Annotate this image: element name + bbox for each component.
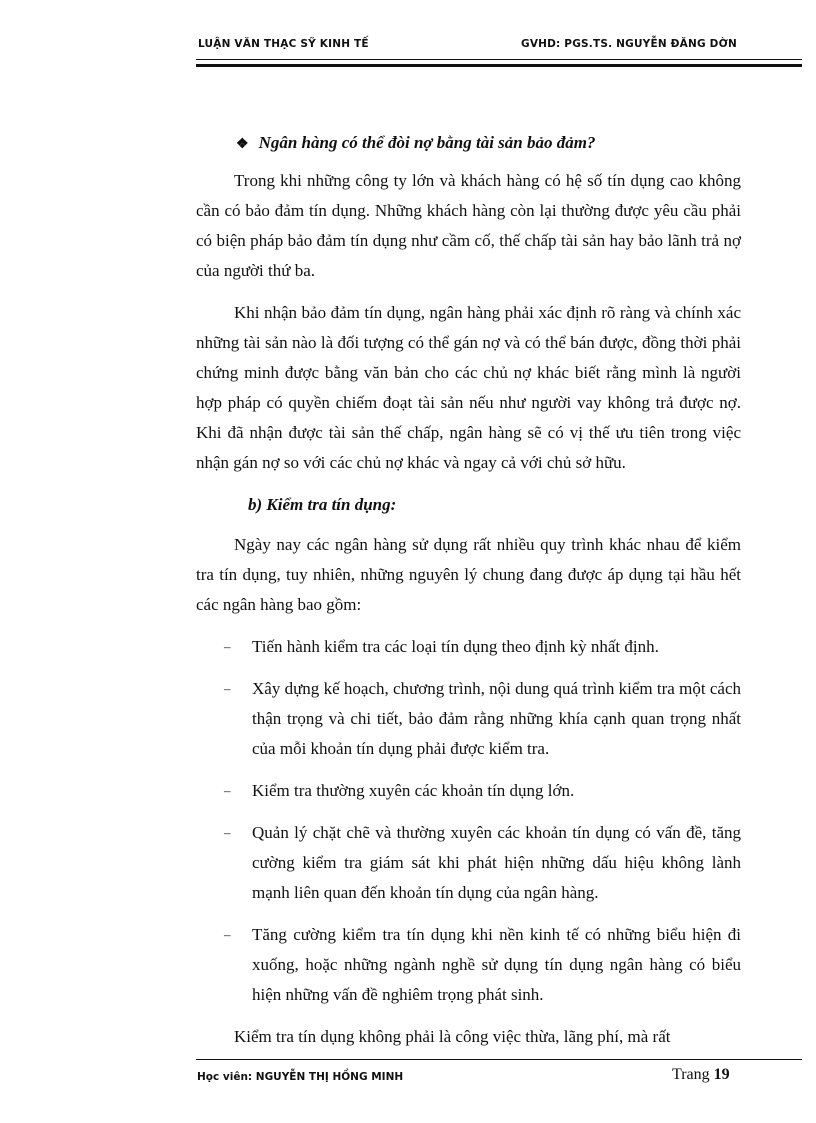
subsection-heading: b) Kiểm tra tín dụng: bbox=[248, 495, 397, 514]
footer-student: Học viên: NGUYỄN THỊ HỒNG MINH bbox=[197, 1071, 404, 1083]
list-item bbox=[196, 920, 741, 1010]
closing-paragraph: Kiểm tra tín dụng không phải là công việc thừa, lãng phí, mà rất bbox=[234, 1027, 671, 1046]
page-number: 19 bbox=[713, 1066, 730, 1083]
dash-marker: – bbox=[224, 825, 231, 840]
header-rule-thin bbox=[196, 59, 802, 60]
footer-rule bbox=[196, 1059, 802, 1060]
list-item-text: Tiến hành kiểm tra các loại tín dụng theo định kỳ nhất định. bbox=[252, 637, 659, 656]
page-label: Trang bbox=[672, 1066, 710, 1083]
page-body bbox=[196, 128, 741, 1052]
page-number-block bbox=[672, 1066, 730, 1084]
diamond-bullet-icon: ❖ bbox=[236, 137, 249, 152]
dash-marker: – bbox=[224, 681, 231, 696]
section-heading-text: Ngân hàng có thể đòi nợ bằng tài sản bảo đảm? bbox=[258, 133, 596, 152]
principles-list bbox=[196, 632, 741, 1010]
list-item-text: Kiểm tra thường xuyên các khoản tín dụng lớn. bbox=[252, 781, 575, 800]
header-supervisor: GVHD: PGS.TS. NGUYỄN ĐĂNG DỜN bbox=[521, 38, 737, 50]
list-item bbox=[196, 632, 741, 662]
header-thesis-title: LUẬN VĂN THẠC SỸ KINH TẾ bbox=[198, 38, 369, 50]
header-rule-thick bbox=[196, 64, 802, 67]
list-item-text: Tăng cường kiểm tra tín dụng khi nền kinh tế có những biểu hiện đi xuống, hoặc những ngành nghề sử dụng tín dụng ngân hàng có biểu hiện những vấn đề nghiêm trọng phát sinh. bbox=[252, 925, 741, 1004]
section-heading bbox=[196, 128, 741, 160]
list-item bbox=[196, 818, 741, 908]
list-item bbox=[196, 776, 741, 806]
list-item-text: Xây dựng kế hoạch, chương trình, nội dung quá trình kiểm tra một cách thận trọng và chi tiết, bảo đảm rằng những khía cạnh quan trọng nhất của mỗi khoản tín dụng phải được kiểm tra. bbox=[252, 679, 741, 758]
paragraph: Khi nhận bảo đảm tín dụng, ngân hàng phải xác định rõ ràng và chính xác những tài sản nào là đối tượng có thể gán nợ và có thể bán được, đồng thời phải chứng minh được bằng văn bản cho các chủ nợ khác biết rằng mình là người hợp pháp có quyền chiếm đoạt tài sản nếu như người vay không trả được nợ. Khi đã nhận được tài sản thế chấp, ngân hàng sẽ có vị thế ưu tiên trong việc nhận gán nợ so với các chủ nợ khác và ngay cả với chủ sở hữu. bbox=[196, 303, 741, 472]
intro-paragraph: Ngày nay các ngân hàng sử dụng rất nhiều quy trình khác nhau để kiểm tra tín dụng, tuy nhiên, những nguyên lý chung đang được áp dụng tại hầu hết các ngân hàng bao gồm: bbox=[196, 535, 741, 614]
dash-marker: – bbox=[224, 639, 231, 654]
list-item-text: Quản lý chặt chẽ và thường xuyên các khoản tín dụng có vấn đề, tăng cường kiểm tra giám sát khi phát hiện những dấu hiệu không lành mạnh liên quan đến khoản tín dụng của ngân hàng. bbox=[252, 823, 741, 902]
dash-marker: – bbox=[224, 783, 231, 798]
dash-marker: – bbox=[224, 927, 231, 942]
paragraph: Trong khi những công ty lớn và khách hàng có hệ số tín dụng cao không cần có bảo đảm tín dụng. Những khách hàng còn lại thường được yêu cầu phải có biện pháp bảo đảm tín dụng như cầm cố, thế chấp tài sản hay bảo lãnh trả nợ của người thứ ba. bbox=[196, 171, 741, 280]
list-item bbox=[196, 674, 741, 764]
